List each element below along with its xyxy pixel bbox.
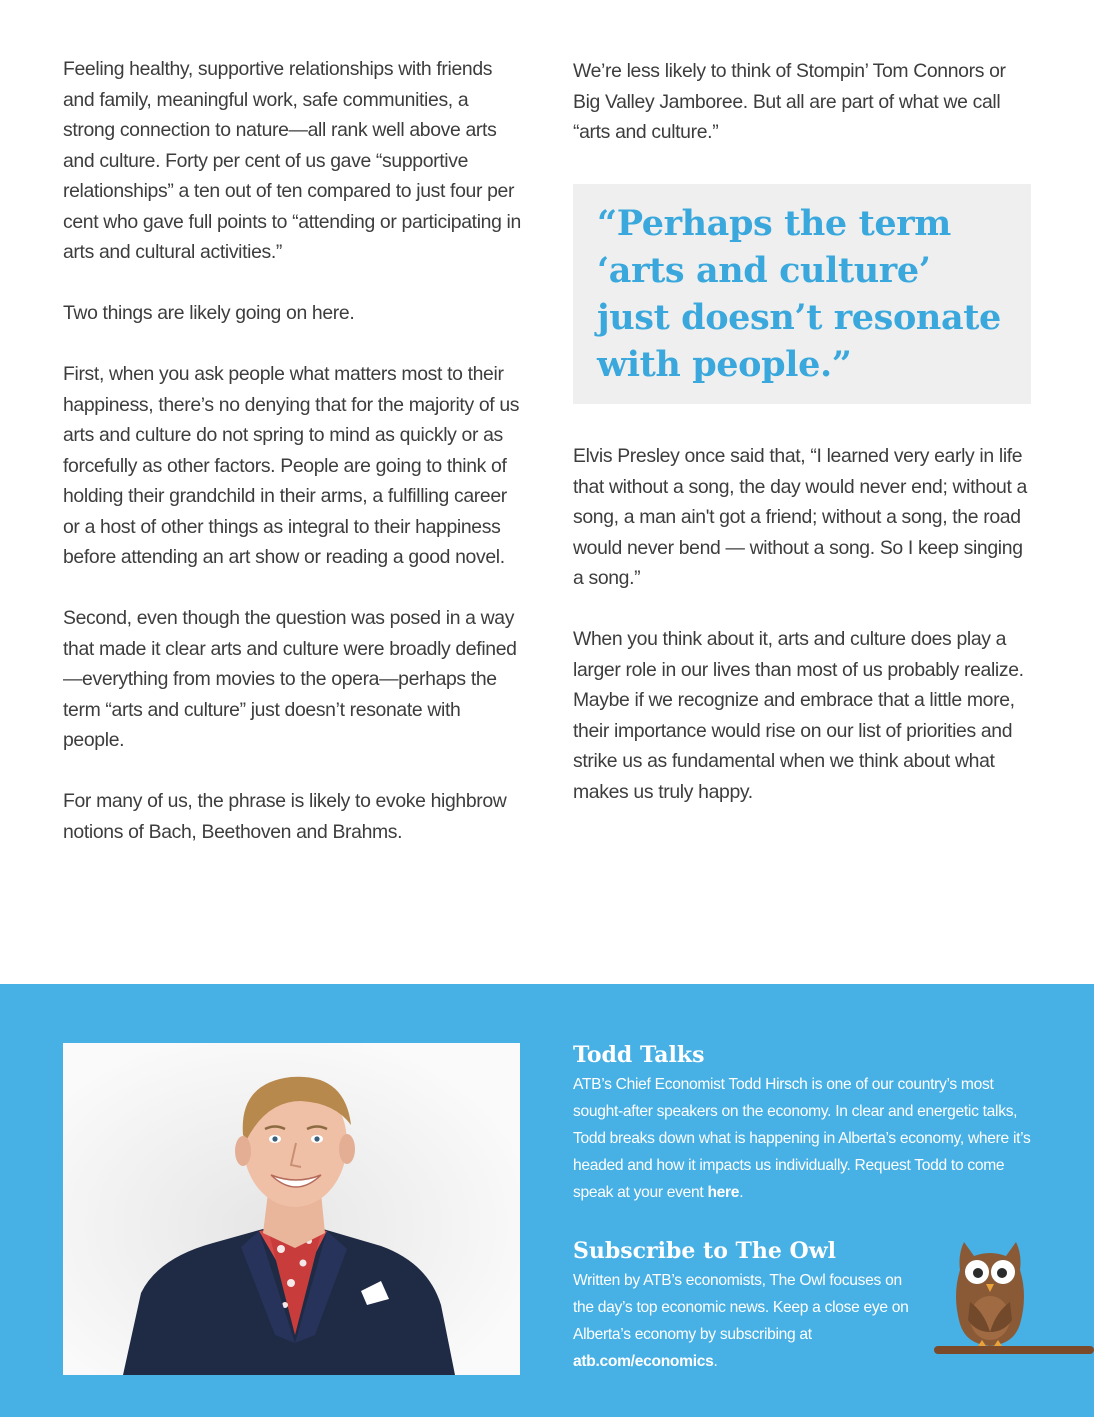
subscribe-body: [573, 1267, 918, 1375]
todd-talks-section: [573, 1041, 1043, 1206]
right-column-top: [573, 56, 1035, 178]
subscribe-heading: Subscribe to The Owl: [573, 1238, 837, 1264]
economics-link[interactable]: atb.com/economics: [573, 1353, 714, 1370]
paragraph: First, when you ask people what matters most to their happiness, there’s no denying that for the majority of us arts and culture do not spring to mind as quickly or as forcefully as other factors. People are going to think of holding their grandchild in their arms, a fulfilling career or a host of other things as integral to their happiness before attending an art show or reading a good novel.: [63, 363, 520, 568]
portrait-photo-icon: [63, 1043, 520, 1375]
paragraph: We’re less likely to think of Stompin’ Tom Connors or Big Valley Jamboree. But all are part of what we call “arts and culture.”: [573, 60, 1006, 143]
paragraph: Two things are likely going on here.: [63, 302, 355, 324]
speak-request-link[interactable]: here: [707, 1184, 740, 1201]
todd-talks-text: ATB’s Chief Economist Todd Hirsch is one of our country’s most sought-after speakers on the economy. In clear and energetic talks, Todd breaks down what is happening in Alberta’s economy, where it’s headed and how it impacts us individually. Request Todd to come speak at your event: [573, 1076, 1031, 1201]
todd-talks-body: [573, 1071, 1043, 1206]
pull-quote-line: ‘arts and culture’: [597, 250, 931, 291]
left-column: [63, 54, 525, 878]
pull-quote: [573, 184, 1031, 404]
paragraph: When you think about it, arts and culture does play a larger role in our lives than most of us probably realize. Maybe if we recognize and embrace that a little more, their importance would rise on our list of priorities and strike us as fundamental when we think about what makes us truly happy.: [573, 628, 1024, 803]
paragraph: Feeling healthy, supportive relationships with friends and family, meaningful work, safe communities, a strong connection to nature—all rank well above arts and culture. Forty per cent of us gave “supportive relationships” a ten out of ten compared to just four per cent who gave full points to “attending or participating in arts and cultural activities.”: [63, 58, 521, 263]
portrait-photo: [63, 1043, 520, 1375]
right-column-bottom: [573, 441, 1035, 838]
todd-talks-period: .: [739, 1184, 744, 1201]
pull-quote-line: just doesn’t resonate: [597, 297, 1001, 338]
pull-quote-text: [597, 200, 1031, 388]
paragraph: For many of us, the phrase is likely to evoke highbrow notions of Bach, Beethoven and Brahms.: [63, 790, 507, 843]
pull-quote-line: “Perhaps the term: [597, 203, 951, 244]
owl-icon: [930, 1236, 1094, 1360]
todd-talks-heading: Todd Talks: [573, 1042, 705, 1068]
pull-quote-line: with people.”: [597, 344, 852, 385]
subscribe-text: Written by ATB’s economists, The Owl focuses on the day’s top economic news. Keep a close eye on Alberta’s economy by subscribing at: [573, 1272, 909, 1343]
subscribe-section: [573, 1237, 918, 1375]
paragraph: Second, even though the question was posed in a way that made it clear arts and culture were broadly defined—everything from movies to the opera—perhaps the term “arts and culture” just doesn’t resonate with people.: [63, 607, 517, 751]
paragraph: Elvis Presley once said that, “I learned very early in life that without a song, the day would never end; without a song, a man ain't got a friend; without a song, the road would never bend — without a song. So I keep singing a song.”: [573, 445, 1027, 589]
owl-illustration: [930, 1236, 1094, 1360]
subscribe-period: .: [713, 1353, 718, 1370]
